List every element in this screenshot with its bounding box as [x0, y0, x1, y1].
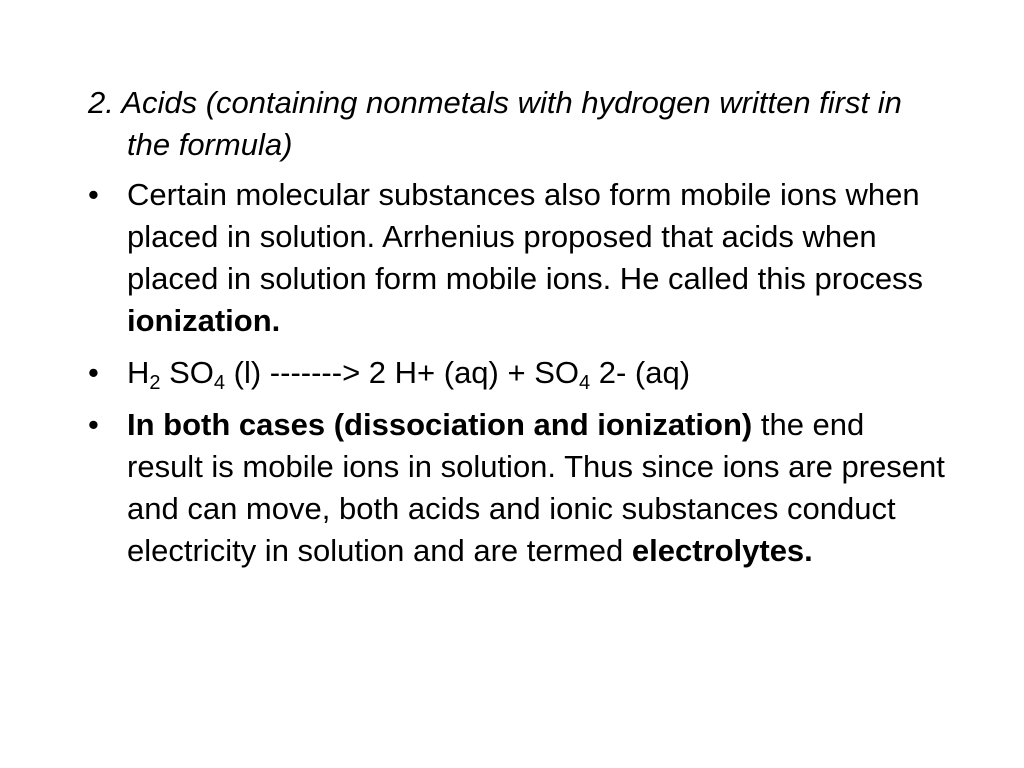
section-heading: 2. Acids (containing nonmetals with hydrogen written first in the formula) [88, 85, 902, 162]
equation-end: 2- (aq) [590, 355, 691, 390]
slide-content [88, 82, 948, 582]
bullet-marker: • [88, 355, 99, 390]
equation-so2-subscript: 4 [579, 372, 591, 394]
bullet-bold-term: electrolytes. [631, 533, 813, 568]
bullet-text: Certain molecular substances also form mobile ions when placed in solution. Arrhenius proposed that acids when placed in solution form mobile ions. He called this process [127, 177, 924, 296]
bullet-bold-term: ionization. [127, 303, 281, 338]
bullet-equation [88, 352, 948, 394]
bullet-ionization [88, 174, 948, 342]
bullet-electrolytes [88, 404, 948, 572]
equation-so: SO [160, 355, 214, 390]
equation-middle: (l) -------> 2 H+ (aq) + SO [225, 355, 579, 390]
bullet-text: the end result is mobile ions in solution. Thus since ions are present and can move, both acids and ionic substances conduct electricity in solution and are termed [127, 407, 945, 568]
equation-h-subscript: 2 [149, 372, 161, 394]
equation-so-subscript: 4 [213, 372, 226, 394]
bullet-bold-lead: In both cases (dissociation and ionization) [127, 407, 753, 442]
bullet-marker: • [88, 177, 99, 212]
bullet-marker: • [88, 407, 99, 442]
equation-h: H [127, 355, 150, 390]
